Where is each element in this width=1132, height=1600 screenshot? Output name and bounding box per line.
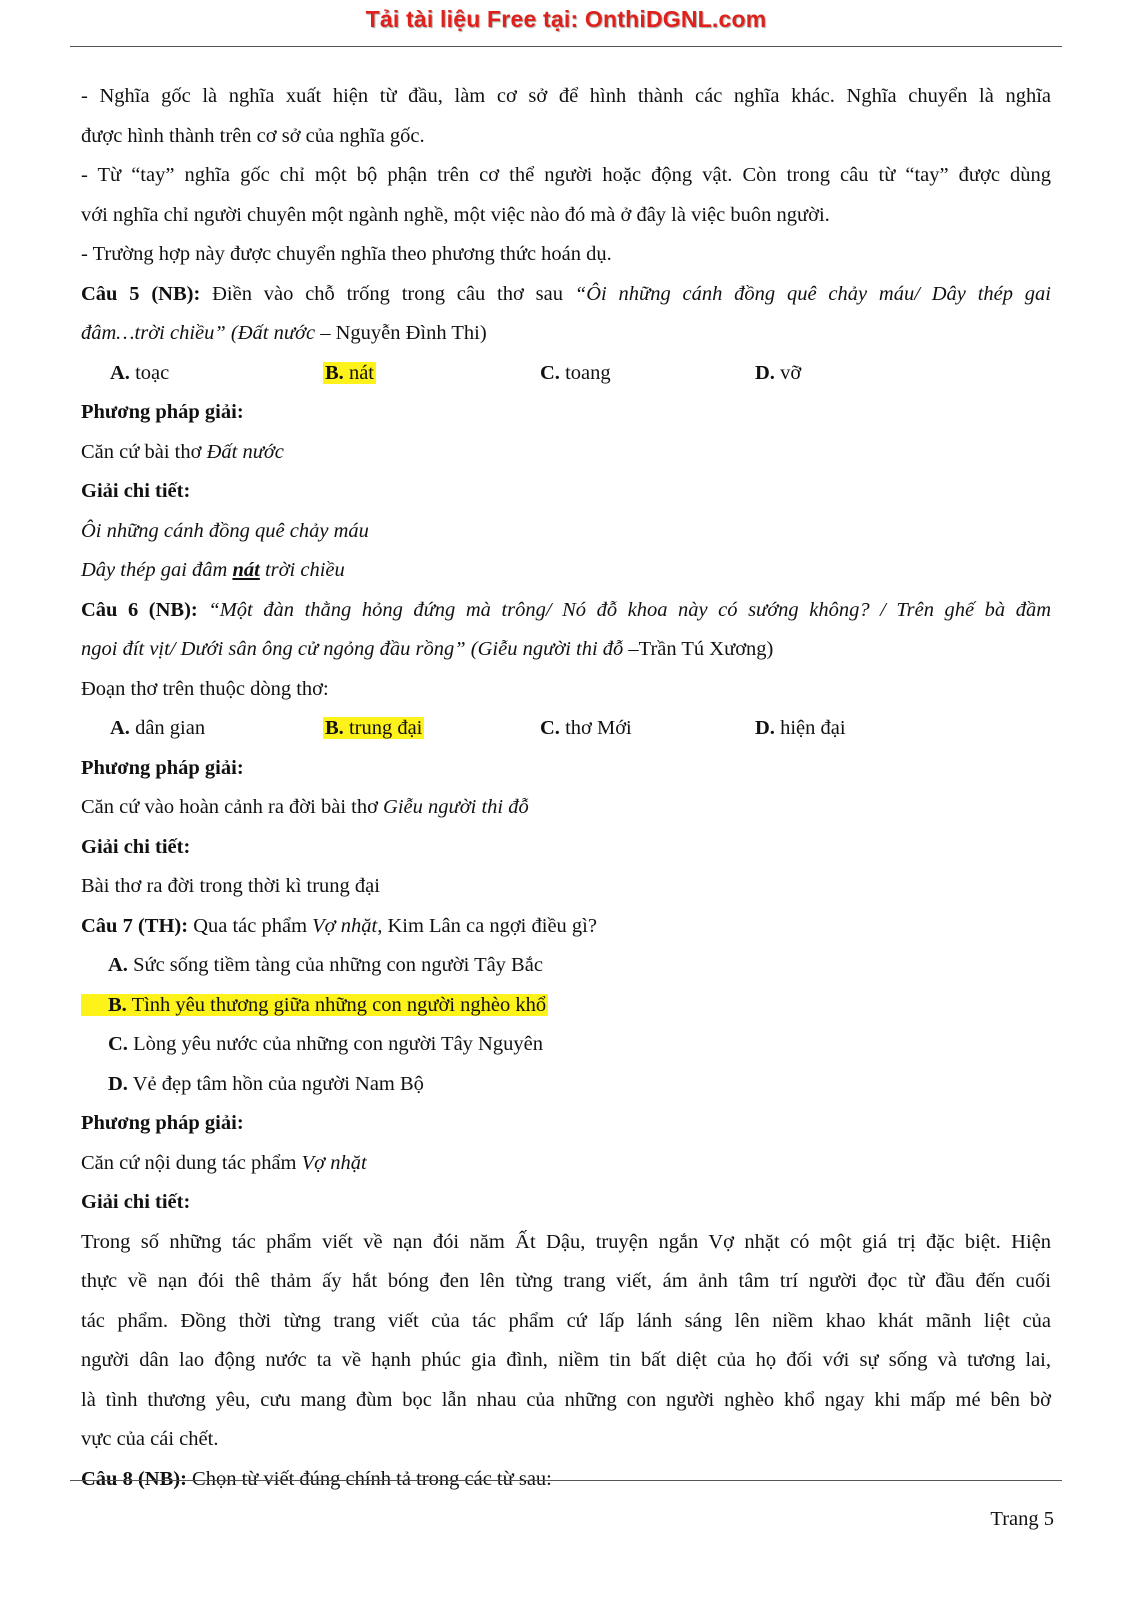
- method-work-title: Giễu người thi đỗ: [383, 796, 529, 818]
- footer-divider: [70, 1480, 1062, 1481]
- q5-method-text: [81, 432, 1051, 472]
- q6-method-text: [81, 787, 1051, 827]
- q5-text: Điền vào chỗ trống trong câu thơ sau: [200, 282, 575, 305]
- method-label: Phương pháp giải:: [81, 401, 244, 423]
- q7-label: Câu 7 (TH):: [81, 914, 189, 937]
- intro-line-4: với nghĩa chỉ người chuyên một ngành nghề, một việc nào đó mà ở đây là việc buôn người.: [81, 203, 830, 226]
- option-text: trung đại: [343, 717, 423, 739]
- intro-line-3: - Từ “tay” nghĩa gốc chỉ một bộ phận trên cơ thể người hoặc động vật. Còn trong câu từ “tay” được dùng: [81, 164, 1051, 186]
- q6-quote-2: ngoi đít vịt/ Dưới sân ông cử ngỏng đầu rồng” (Giễu người thi đỗ: [81, 638, 629, 660]
- option-text: vỡ: [774, 361, 802, 384]
- option-text: dân gian: [129, 717, 206, 739]
- option-letter: B.: [108, 993, 127, 1016]
- page-body: [81, 76, 1051, 1498]
- option-text: Vẻ đẹp tâm hồn của người Nam Bộ: [127, 1072, 424, 1095]
- header-divider: [70, 46, 1062, 47]
- q5-source: – Nguyễn Đình Thi): [320, 322, 487, 344]
- q7-detail-line-2: thực về nạn đói thê thảm ấy hắt bóng đen lên từng trang viết, ám ảnh tâm trí người đọc từ đầu đến cuối: [81, 1270, 1051, 1292]
- option-letter: A.: [110, 717, 130, 739]
- q6-detail-text: Bài thơ ra đời trong thời kì trung đại: [81, 875, 380, 897]
- option-letter: A.: [110, 361, 130, 384]
- option-text: toạc: [129, 361, 170, 384]
- q7-detail-line-1: Trong số những tác phẩm viết về nạn đói năm Ất Dậu, truyện ngắn Vợ nhặt có một giá trị đặc biệt. Hiện: [81, 1230, 1051, 1253]
- q6-method-heading: [81, 748, 1051, 788]
- option-text: thơ Mới: [559, 717, 632, 739]
- option-letter: A.: [108, 954, 128, 976]
- poem-line: Dây thép gai đâm: [81, 559, 233, 581]
- q6-option-c[interactable]: [538, 708, 753, 748]
- q7-option-b[interactable]: [81, 985, 1051, 1025]
- q8-question: [81, 1459, 1051, 1499]
- method-label: Phương pháp giải:: [81, 1112, 244, 1134]
- q7-option-d[interactable]: [81, 1064, 1051, 1104]
- method-work-title: Vợ nhặt: [301, 1151, 367, 1174]
- q7-detail-heading: [81, 1182, 1051, 1222]
- q5-poem-line-2: [81, 550, 1051, 590]
- option-letter: D.: [755, 361, 775, 384]
- q5-question-line-2: [81, 313, 1051, 353]
- option-letter: D.: [108, 1072, 128, 1095]
- q7-question: [81, 906, 1051, 946]
- q8-text: Chọn từ viết đúng chính tả trong các từ sau:: [186, 1467, 552, 1490]
- q7-detail-line-4: người dân lao động nước ta về hạnh phúc gia đình, niềm tin bất diệt của họ đối với sự sống và tương lai,: [81, 1349, 1051, 1371]
- q7-option-c[interactable]: [81, 1024, 1051, 1064]
- detail-label: Giải chi tiết:: [81, 1191, 191, 1213]
- q7-method-heading: [81, 1103, 1051, 1143]
- poem-line-end: trời chiều: [259, 559, 345, 581]
- q7-text-1: Qua tác phẩm: [188, 914, 313, 937]
- method-label: Phương pháp giải:: [81, 756, 244, 779]
- q5-quote-1: “Ôi những cánh đồng quê chảy máu/ Dây thép gai: [574, 282, 1052, 305]
- method-text: Căn cứ bài thơ: [81, 440, 207, 463]
- option-letter: B.: [325, 361, 344, 384]
- q6-question-line-1: [81, 590, 1051, 630]
- option-letter: D.: [755, 717, 775, 739]
- method-text: Căn cứ vào hoàn cảnh ra đời bài thơ: [81, 796, 384, 818]
- q5-method-heading: [81, 392, 1051, 432]
- q6-option-b[interactable]: [323, 708, 538, 748]
- intro-line-1: - Nghĩa gốc là nghĩa xuất hiện từ đầu, làm cơ sở để hình thành các nghĩa khác. Nghĩa chuyển là nghĩa: [81, 85, 1051, 107]
- q5-option-a[interactable]: [108, 353, 323, 393]
- q7-detail-line-5: là tình thương yêu, cưu mang đùm bọc lẫn nhau của những con người nghèo khổ ngay khi mấp mé bên bờ: [81, 1388, 1051, 1411]
- page-number: Trang 5: [990, 1508, 1054, 1530]
- method-text: Căn cứ nội dung tác phẩm: [81, 1151, 302, 1174]
- q7-option-a[interactable]: [81, 945, 1051, 985]
- q5-detail-heading: [81, 471, 1051, 511]
- detail-label: Giải chi tiết:: [81, 835, 191, 858]
- option-letter: B.: [325, 717, 344, 739]
- q7-method-text: [81, 1143, 1051, 1183]
- q5-option-b[interactable]: [323, 353, 538, 393]
- q6-question-line-2: [81, 629, 1051, 669]
- option-text: hiện đại: [774, 717, 846, 739]
- answer-word: nát: [232, 559, 260, 581]
- q6-detail-heading: [81, 827, 1051, 867]
- q6-quote-1: “Một đàn thằng hỏng đứng mà trông/ Nó đỗ khoa này có sướng không? / Trên ghế bà đầm: [197, 598, 1051, 621]
- q6-option-d[interactable]: [753, 708, 968, 748]
- q7-detail-line-3: tác phẩm. Đồng thời từng trang viết của tác phẩm cứ lấp lánh sáng lên niềm khao khát mãnh liệt của: [81, 1309, 1051, 1332]
- intro-line-5: - Trường hợp này được chuyển nghĩa theo phương thức hoán dụ.: [81, 243, 612, 265]
- q5-poem-line-1: [81, 511, 1051, 551]
- q7-detail-line-6: vực của cái chết.: [81, 1428, 219, 1450]
- method-work-title: Đất nước: [206, 440, 284, 463]
- q5-options: [81, 353, 1051, 393]
- q5-quote-2: đâm…trời chiều” (Đất nước: [81, 322, 321, 344]
- poem-line: Ôi những cánh đồng quê chảy máu: [81, 519, 369, 542]
- q7-work-title: Vợ nhặt: [312, 914, 378, 937]
- q6-options: [81, 708, 1051, 748]
- detail-label: Giải chi tiết:: [81, 480, 191, 502]
- page-header-title[interactable]: Tải tài liệu Free tại: OnthiDGNL.com: [365, 6, 767, 32]
- q5-label: Câu 5 (NB):: [81, 282, 201, 305]
- option-letter: C.: [540, 717, 560, 739]
- q8-label: Câu 8 (NB):: [81, 1467, 187, 1490]
- q5-option-d[interactable]: [753, 353, 968, 393]
- option-letter: C.: [540, 361, 560, 384]
- option-text: Tình yêu thương giữa những con người nghèo khổ: [126, 993, 547, 1016]
- intro-line-2: được hình thành trên cơ sở của nghĩa gốc.: [81, 124, 425, 147]
- option-letter: C.: [108, 1033, 128, 1055]
- q7-text-2: , Kim Lân ca ngợi điều gì?: [377, 914, 597, 937]
- option-text: nát: [343, 361, 374, 384]
- q6-source: –Trần Tú Xương): [628, 638, 774, 660]
- q6-prompt: Đoạn thơ trên thuộc dòng thơ:: [81, 677, 329, 700]
- q6-label: Câu 6 (NB):: [81, 598, 198, 621]
- option-text: toang: [559, 361, 611, 384]
- q5-option-c[interactable]: [538, 353, 753, 393]
- option-text: Sức sống tiềm tàng của những con người Tây Bắc: [127, 954, 543, 976]
- q6-option-a[interactable]: [108, 708, 323, 748]
- option-text: Lòng yêu nước của những con người Tây Nguyên: [127, 1033, 543, 1055]
- q5-question-line-1: [81, 274, 1051, 314]
